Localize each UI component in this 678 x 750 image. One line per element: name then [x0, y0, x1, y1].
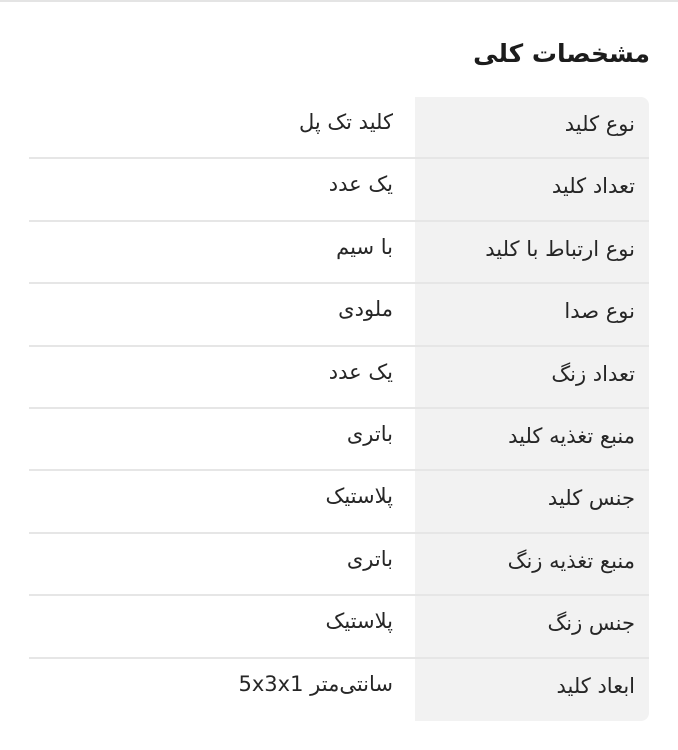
spec-label: تعداد کلید [415, 159, 649, 221]
spec-value: پلاستیک [325, 484, 393, 509]
spec-value: باتری [346, 421, 393, 446]
spec-value: یک عدد [328, 359, 393, 384]
spec-row-key-dimensions [29, 659, 649, 721]
spec-label: جنس کلید [415, 471, 649, 533]
spec-label: جنس زنگ [415, 596, 649, 658]
spec-value: پلاستیک [325, 609, 393, 634]
spec-label: نوع کلید [415, 97, 649, 159]
top-divider [0, 0, 678, 2]
spec-row-bell-count [29, 347, 649, 409]
spec-label: نوع ارتباط با کلید [415, 222, 649, 284]
spec-value: با سیم [336, 234, 393, 259]
spec-row-bell-power-source [29, 534, 649, 596]
spec-label: ابعاد کلید [415, 659, 649, 721]
spec-label: تعداد زنگ [415, 347, 649, 409]
spec-value: یک عدد [328, 172, 393, 197]
section-title: مشخصات کلی [473, 39, 650, 68]
spec-value: کلید تک پل [298, 110, 393, 134]
spec-table [29, 97, 649, 721]
spec-row-key-power-source [29, 409, 649, 471]
spec-label: منبع تغذیه کلید [415, 409, 649, 471]
spec-value: باتری [346, 546, 393, 571]
spec-row-key-type [29, 97, 649, 159]
spec-row-key-count [29, 159, 649, 221]
spec-row-connection-type [29, 222, 649, 284]
spec-value: ملودی [338, 297, 393, 322]
spec-row-bell-material [29, 596, 649, 658]
spec-row-key-material [29, 471, 649, 533]
spec-row-sound-type [29, 284, 649, 346]
spec-value: سانتی‌متر 5x3x1 [238, 671, 393, 696]
spec-label: نوع صدا [415, 284, 649, 346]
spec-label: منبع تغذیه زنگ [415, 534, 649, 596]
